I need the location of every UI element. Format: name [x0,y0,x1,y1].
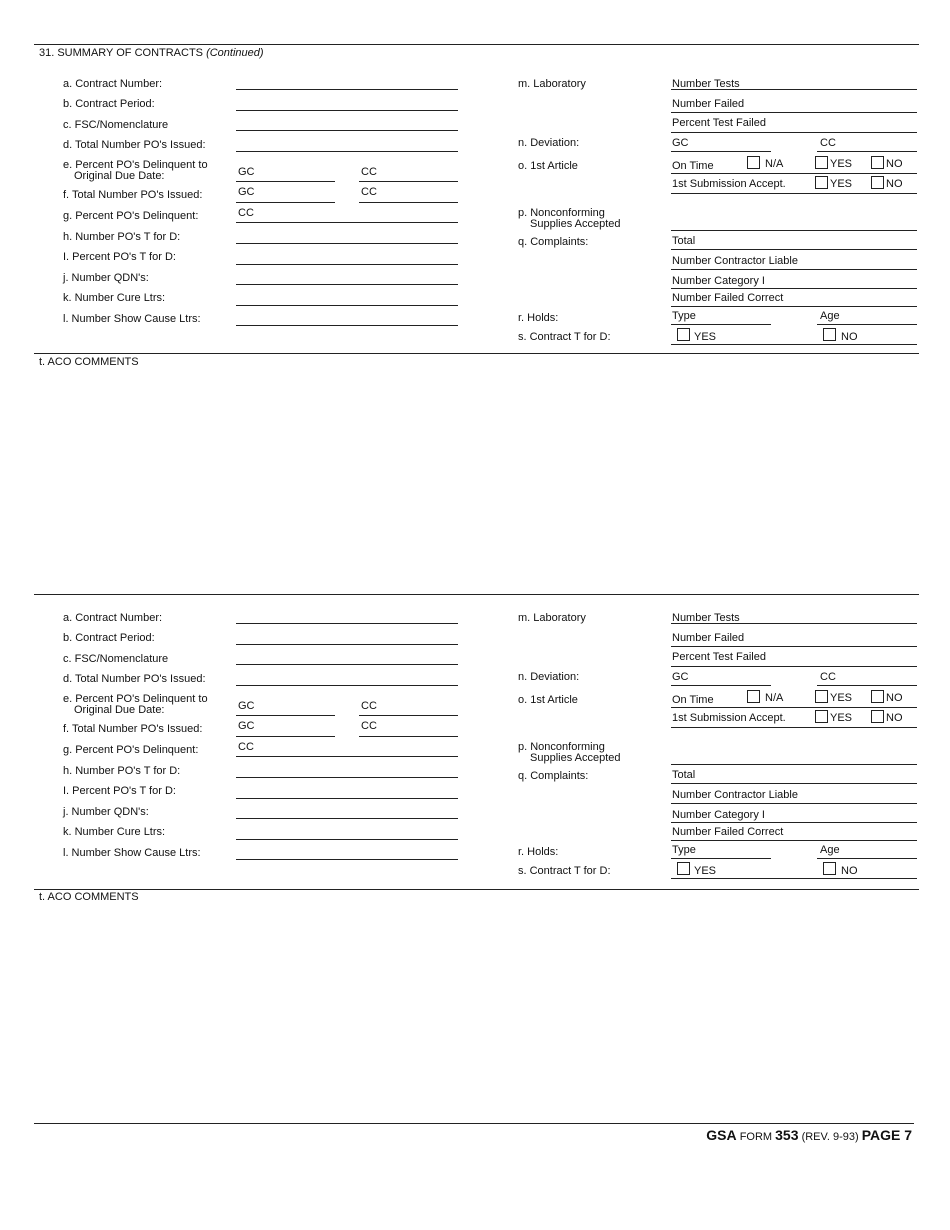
deviation-cc-field[interactable] [817,685,917,686]
no-label: NO [841,331,858,343]
cure-ltrs-label: k. Number Cure Ltrs: [63,826,166,838]
contract-t-for-d-label: s. Contract T for D: [518,331,611,343]
aco-comments-label: t. ACO COMMENTS [39,356,139,368]
first-submission-rule [671,193,917,194]
pos-t-for-d-field[interactable] [236,777,458,778]
pct-delinquent-due-label: e. Percent PO's Delinquent to [63,159,208,171]
contract-summary-section-2 [0,534,950,903]
holds-age-label: Age [820,844,840,856]
yes-label: YES [830,692,853,704]
complaints-total-label: Total [672,235,696,247]
gc-label: GC [238,720,255,732]
holds-label: r. Holds: [518,312,559,324]
first-submission-yes-checkbox[interactable] [815,176,828,189]
yes-label: YES [830,178,853,190]
section-top-rule [34,594,919,595]
failed-correct-field[interactable] [671,306,917,307]
yes-label: YES [694,331,717,343]
cc-label: CC [361,700,377,712]
complaints-total-label: Total [672,769,696,781]
cc-label: CC [361,166,377,178]
category-i-field[interactable] [671,822,917,823]
gc-label: GC [672,137,689,149]
total-pos-issued-cc-field[interactable] [359,736,458,737]
number-tests-label: Number Tests [672,612,740,624]
first-submission-label: 1st Submission Accept. [672,712,786,724]
holds-type-field[interactable] [671,324,771,325]
contract-period-field[interactable] [236,110,458,111]
contractor-liable-label: Number Contractor Liable [672,255,798,267]
contract-number-field[interactable] [236,623,458,624]
cc-label: CC [238,741,254,753]
cc-label: CC [820,671,836,683]
holds-age-field[interactable] [817,858,917,859]
comments-top-rule [34,353,919,354]
yes-label: YES [694,865,717,877]
qdn-field[interactable] [236,284,458,285]
pct-delinquent-field[interactable] [236,756,458,757]
show-cause-label: l. Number Show Cause Ltrs: [63,313,201,325]
supplies-accepted-label: Supplies Accepted [530,752,621,764]
holds-type-label: Type [672,310,696,322]
category-i-label: Number Category I [672,809,765,821]
footer-form-word: FORM [739,1131,773,1143]
number-failed-field[interactable] [671,112,917,113]
contract-t-for-d-label: s. Contract T for D: [518,865,611,877]
on-time-rule [671,173,917,174]
comments-top-rule [34,889,919,890]
contract-number-label: a. Contract Number: [63,612,163,624]
cc-label: CC [238,207,254,219]
t-for-d-yes-checkbox[interactable] [677,862,690,875]
complaints-total-field[interactable] [671,249,917,250]
t-for-d-no-checkbox[interactable] [823,862,836,875]
cure-ltrs-field[interactable] [236,839,458,840]
pct-delinquent-label: g. Percent PO's Delinquent: [63,210,199,222]
total-pos-issued-f-label: f. Total Number PO's Issued: [63,189,203,201]
show-cause-field[interactable] [236,325,458,326]
first-submission-yes-checkbox[interactable] [815,710,828,723]
nonconforming-label: p. Nonconforming [518,207,605,219]
first-submission-rule [671,727,917,728]
t-for-d-rule [671,878,917,879]
nonconforming-label: p. Nonconforming [518,741,605,753]
fsc-nomenclature-label: c. FSC/Nomenclature [63,119,169,131]
holds-age-label: Age [820,310,840,322]
contract-summary-section-1 [0,0,950,368]
total-pos-issued-gc-field[interactable] [236,736,335,737]
fsc-nomenclature-field[interactable] [236,130,458,131]
on-time-yes-checkbox[interactable] [815,690,828,703]
contract-number-label: a. Contract Number: [63,78,163,90]
gc-label: GC [238,166,255,178]
on-time-rule [671,707,917,708]
holds-type-field[interactable] [671,858,771,859]
cure-ltrs-field[interactable] [236,305,458,306]
footer-form-number: 353 [775,1127,799,1143]
yes-label: YES [830,158,853,170]
pct-delinquent-field[interactable] [236,222,458,223]
aco-comments-area-2[interactable] [34,908,919,1118]
pct-delinquent-due-cc-field[interactable] [359,181,458,182]
number-tests-field[interactable] [671,623,917,624]
nonconforming-field[interactable] [671,764,917,765]
percent-test-failed-label: Percent Test Failed [672,117,766,129]
pct-delinquent-due-cc-field[interactable] [359,715,458,716]
percent-test-failed-field[interactable] [671,666,917,667]
pct-t-for-d-label: I. Percent PO's T for D: [63,785,176,797]
cc-label: CC [361,720,377,732]
pct-t-for-d-field[interactable] [236,798,458,799]
footer-page: PAGE 7 [861,1127,912,1143]
pct-delinquent-due-gc-field[interactable] [236,715,335,716]
laboratory-label: m. Laboratory [518,612,586,624]
section-top-rule [34,44,919,45]
supplies-accepted-label: Supplies Accepted [530,218,621,230]
complaints-label: q. Complaints: [518,236,589,248]
na-label: N/A [765,158,784,170]
pct-delinquent-due-label-2: Original Due Date: [74,170,165,182]
number-failed-label: Number Failed [672,98,745,110]
number-failed-field[interactable] [671,646,917,647]
total-pos-issued-field[interactable] [236,685,458,686]
number-tests-field[interactable] [671,89,917,90]
contract-period-label: b. Contract Period: [63,632,155,644]
total-pos-issued-label: d. Total Number PO's Issued: [63,673,206,685]
contractor-liable-field[interactable] [671,269,917,270]
total-pos-issued-label: d. Total Number PO's Issued: [63,139,206,151]
pct-t-for-d-label: I. Percent PO's T for D: [63,251,176,263]
gc-label: GC [238,700,255,712]
pos-t-for-d-label: h. Number PO's T for D: [63,231,181,243]
gc-label: GC [672,671,689,683]
holds-label: r. Holds: [518,846,559,858]
t-for-d-rule [671,344,917,345]
cure-ltrs-label: k. Number Cure Ltrs: [63,292,166,304]
no-label: NO [841,865,858,877]
pos-t-for-d-field[interactable] [236,243,458,244]
deviation-label: n. Deviation: [518,137,580,149]
yes-label: YES [830,712,853,724]
first-submission-label: 1st Submission Accept. [672,178,786,190]
gc-label: GC [238,186,255,198]
footer-rule [34,1123,914,1124]
laboratory-label: m. Laboratory [518,78,586,90]
first-submission-no-checkbox[interactable] [871,710,884,723]
show-cause-field[interactable] [236,859,458,860]
pct-delinquent-due-gc-field[interactable] [236,181,335,182]
no-label: NO [886,178,903,190]
contractor-liable-label: Number Contractor Liable [672,789,798,801]
qdn-label: j. Number QDN's: [63,806,149,818]
cc-label: CC [361,186,377,198]
no-label: NO [886,712,903,724]
fsc-nomenclature-field[interactable] [236,664,458,665]
t-for-d-yes-checkbox[interactable] [677,328,690,341]
holds-age-field[interactable] [817,324,917,325]
qdn-label: j. Number QDN's: [63,272,149,284]
on-time-na-checkbox[interactable] [747,690,760,703]
first-article-label: o. 1st Article [518,160,578,172]
on-time-label: On Time [672,694,714,706]
form-footer [706,1127,912,1143]
percent-test-failed-field[interactable] [671,132,917,133]
category-i-label: Number Category I [672,275,765,287]
pct-delinquent-due-label-2: Original Due Date: [74,704,165,716]
deviation-label: n. Deviation: [518,671,580,683]
complaints-label: q. Complaints: [518,770,589,782]
number-tests-label: Number Tests [672,78,740,90]
na-label: N/A [765,692,784,704]
no-label: NO [886,158,903,170]
pct-t-for-d-field[interactable] [236,264,458,265]
category-i-field[interactable] [671,288,917,289]
aco-comments-label: t. ACO COMMENTS [39,891,139,903]
first-article-label: o. 1st Article [518,694,578,706]
contract-period-field[interactable] [236,644,458,645]
failed-correct-field[interactable] [671,840,917,841]
deviation-gc-field[interactable] [671,685,771,686]
pct-delinquent-label: g. Percent PO's Delinquent: [63,744,199,756]
total-pos-issued-cc-field[interactable] [359,202,458,203]
failed-correct-label: Number Failed Correct [672,826,784,838]
holds-type-label: Type [672,844,696,856]
percent-test-failed-label: Percent Test Failed [672,651,766,663]
first-submission-no-checkbox[interactable] [871,176,884,189]
footer-revision: (REV. 9-93) [801,1131,859,1143]
pos-t-for-d-label: h. Number PO's T for D: [63,765,181,777]
total-pos-issued-f-label: f. Total Number PO's Issued: [63,723,203,735]
fsc-nomenclature-label: c. FSC/Nomenclature [63,653,169,665]
qdn-field[interactable] [236,818,458,819]
total-pos-issued-gc-field[interactable] [236,202,335,203]
number-failed-label: Number Failed [672,632,745,644]
complaints-total-field[interactable] [671,783,917,784]
contract-period-label: b. Contract Period: [63,98,155,110]
contractor-liable-field[interactable] [671,803,917,804]
on-time-na-checkbox[interactable] [747,156,760,169]
show-cause-label: l. Number Show Cause Ltrs: [63,847,201,859]
section-title-text: 31. SUMMARY OF CONTRACTS [39,47,204,59]
nonconforming-field[interactable] [671,230,917,231]
on-time-yes-checkbox[interactable] [815,156,828,169]
no-label: NO [886,692,903,704]
footer-agency: GSA [706,1127,737,1143]
on-time-no-checkbox[interactable] [871,690,884,703]
section-continued-note: (Continued) [206,47,264,59]
contract-number-field[interactable] [236,89,458,90]
on-time-no-checkbox[interactable] [871,156,884,169]
on-time-label: On Time [672,160,714,172]
total-pos-issued-field[interactable] [236,151,458,152]
t-for-d-no-checkbox[interactable] [823,328,836,341]
deviation-cc-field[interactable] [817,151,917,152]
failed-correct-label: Number Failed Correct [672,292,784,304]
cc-label: CC [820,137,836,149]
pct-delinquent-due-label: e. Percent PO's Delinquent to [63,693,208,705]
deviation-gc-field[interactable] [671,151,771,152]
section-title [39,47,264,59]
